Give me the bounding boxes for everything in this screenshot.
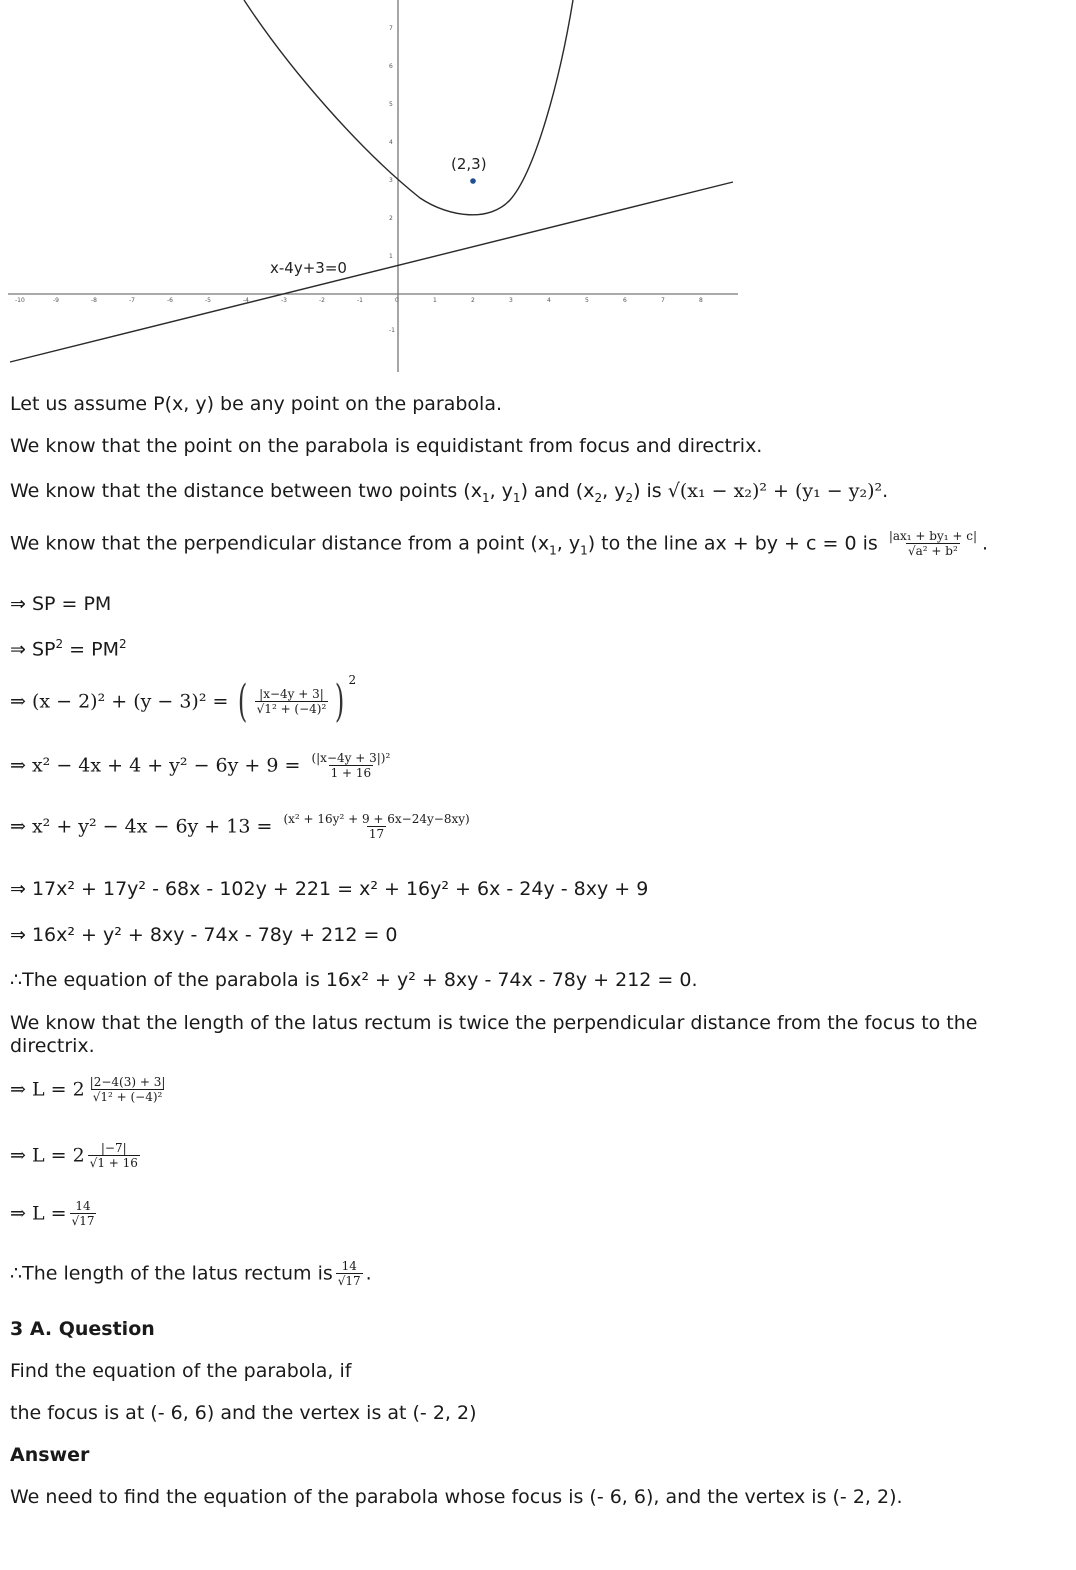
x-tick-label: -10	[15, 297, 25, 304]
x-tick-label: -1	[357, 297, 363, 304]
y-tick-label: 7	[389, 25, 393, 32]
eq-sp-pm: ⇒ SP = PM	[10, 593, 112, 615]
x-tick-labels	[15, 297, 703, 304]
question-line-1: Find the equation of the parabola, if	[10, 1360, 352, 1382]
eq-final: ⇒ 16x² + y² + 8xy - 74x - 78y + 212 = 0	[10, 924, 398, 946]
y-tick-label: 4	[389, 139, 393, 146]
x-tick-label: -7	[129, 297, 135, 304]
parabola-graph	[0, 0, 1076, 380]
y-tick-labels	[389, 25, 395, 334]
question-heading: 3 A. Question	[10, 1318, 155, 1340]
paragraph-equidistant: We know that the point on the parabola is equidistant from focus and directrix.	[10, 435, 763, 457]
eq-sp2-pm2: ⇒ $SP^2 = PM^2$	[10, 637, 127, 661]
x-tick-label: 8	[699, 297, 703, 304]
focus-label: (2,3)	[451, 155, 487, 173]
x-tick-label: -8	[91, 297, 97, 304]
question-line-2: the focus is at (- 6, 6) and the vertex is at (- 2, 2)	[10, 1402, 477, 1424]
eq-latus-2: ⇒ L = 2 $\frac{|-7|}{√1 + 16}$	[10, 1141, 138, 1171]
y-tick-label: 1	[389, 253, 393, 260]
paragraph-assume: Let us assume P(x, y) be any point on the parabola.	[10, 393, 503, 415]
eq-expand: ⇒ x² − 4x + 4 + y² − 6y + 9 = $\frac{\text{(|x−4y + 3|)²}}{1 + 16}$	[10, 751, 391, 781]
answer-line-1: We need to find the equation of the parabola whose focus is (- 6, 6), and the vertex is (- 2, 2).	[10, 1486, 903, 1508]
eq-latus-1: ⇒ L = 2 $\frac{|2-4(3) + 3|}{\text{√1² + (−4)²}}$	[10, 1075, 166, 1105]
x-tick-label: 1	[433, 297, 437, 304]
perp-distance-fraction: $\frac{\text{|ax₁ + by₁ + c|}}{\text{√a² + b²}}$	[888, 529, 977, 559]
x-tick-label: -6	[167, 297, 173, 304]
x-tick-label: -4	[243, 297, 249, 304]
x-tick-label: 3	[509, 297, 513, 304]
paragraph-distance-formula: We know that the distance between two points ($x_1$, $y_1$) and ($x_2$, $y_2$) is √(x₁ − x₂)² + (y₁ − y₂)².	[10, 480, 889, 505]
y-tick-label: -1	[389, 327, 395, 334]
focus-point	[470, 178, 476, 184]
conclusion-parabola-equation: ∴The equation of the parabola is 16x² + y² + 8xy - 74x - 78y + 212 = 0.	[10, 969, 698, 991]
y-tick-label: 2	[389, 215, 393, 222]
x-tick-label: 7	[661, 297, 665, 304]
eq-simplify: ⇒ x² + y² − 4x − 6y + 13 = $\frac{\text{(x² + 16y² + 9 + 6x−24y−8xy)}}{17}$	[10, 812, 470, 842]
x-tick-label: 0	[395, 297, 399, 304]
x-tick-label: 5	[585, 297, 589, 304]
answer-heading: Answer	[10, 1444, 90, 1466]
parabola-curve	[244, 0, 573, 215]
x-tick-label: -5	[205, 297, 211, 304]
distance-formula: √(x₁ − x₂)² + (y₁ − y₂)²	[667, 480, 883, 502]
x-tick-label: 4	[547, 297, 551, 304]
eq-latus-3: ⇒ L = $\frac{14}{√17}$	[10, 1199, 95, 1229]
y-tick-label: 5	[389, 101, 393, 108]
line-label: x-4y+3=0	[270, 259, 347, 277]
paragraph-latus-rectum: We know that the length of the latus rectum is twice the perpendicular distance from the focus to the directrix.	[10, 1012, 978, 1057]
conclusion-latus-rectum: ∴The length of the latus rectum is $\frac{14}{√17}$ .	[10, 1259, 372, 1289]
x-tick-label: -3	[281, 297, 287, 304]
x-tick-label: 6	[623, 297, 627, 304]
y-tick-label: 6	[389, 63, 393, 70]
x-tick-label: -2	[319, 297, 325, 304]
y-tick-label: 3	[389, 177, 393, 184]
x-tick-label: -9	[53, 297, 59, 304]
paragraph-perpendicular-distance: We know that the perpendicular distance from a point ($x_1$, $y_1$) to the line ax + by + c = 0 is $\frac{\text{|ax₁ + by₁ + c|}}{\text{√a² + b²}}$ .	[10, 529, 989, 559]
eq-cross-multiply: ⇒ 17x² + 17y² - 68x - 102y + 221 = x² + 16y² + 6x - 24y - 8xy + 9	[10, 878, 649, 900]
directrix-line	[10, 182, 733, 362]
x-tick-label: 2	[471, 297, 475, 304]
eq-distance-squared: ⇒ (x − 2)² + (y − 3)² = ( $\frac{|x-4y + 3|}{\text{√1² + (−4)²}}$ ) $^2$	[10, 673, 357, 727]
